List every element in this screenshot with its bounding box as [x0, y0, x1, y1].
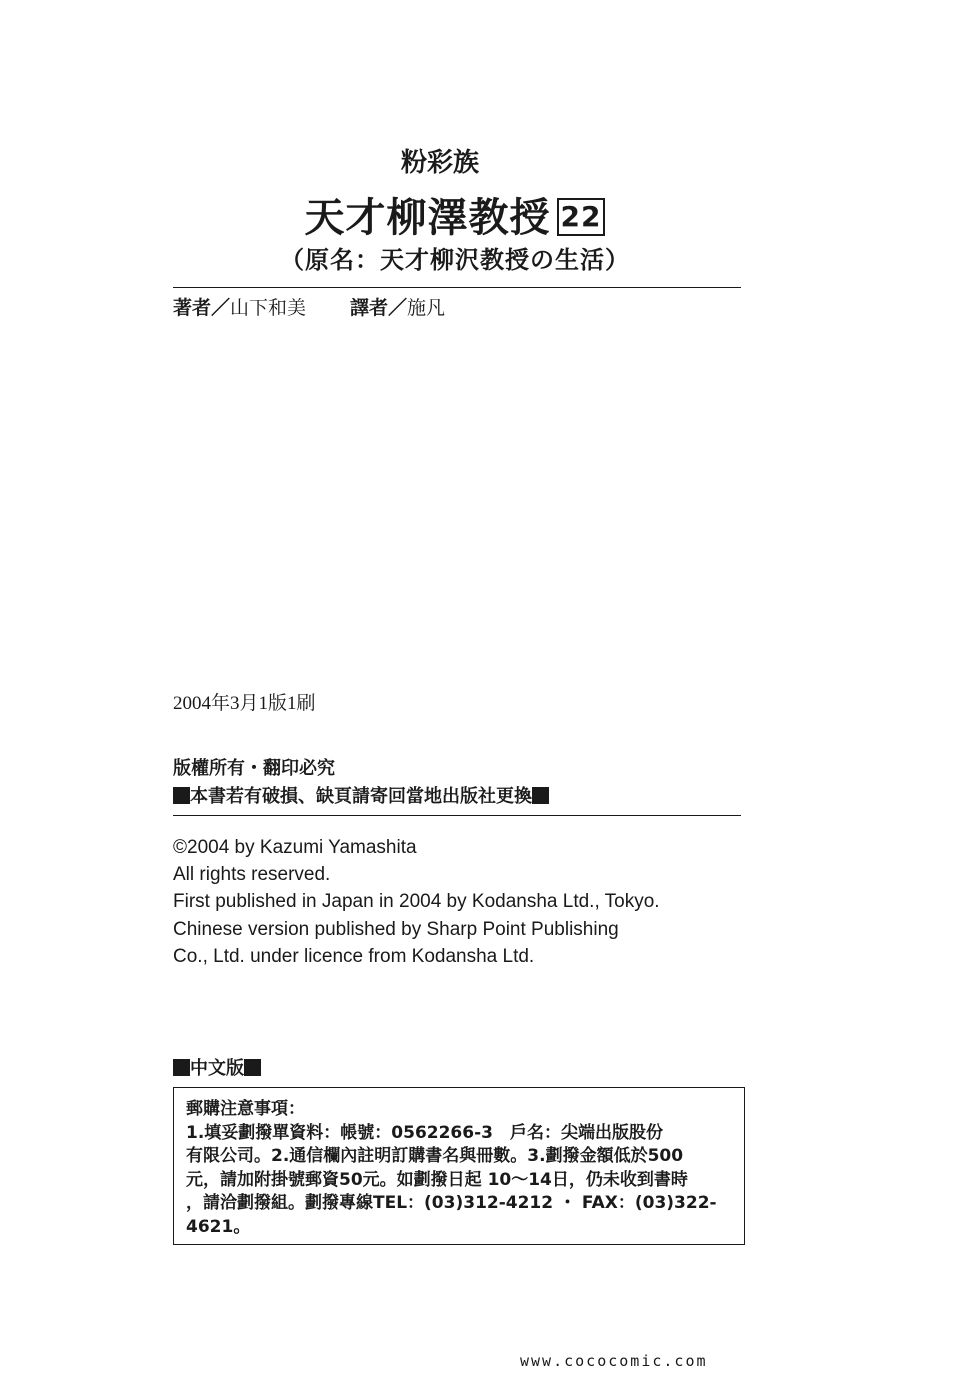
mail-order-box — [173, 1087, 745, 1245]
copyright-line: All rights reserved. — [173, 864, 331, 886]
translator-name: 施凡 — [407, 297, 446, 319]
mail-order-line: 4621。 — [186, 1216, 251, 1237]
series-name: 粉彩族 — [400, 148, 479, 178]
original-title: （原名：天才柳沢教授の生活） — [280, 246, 630, 274]
volume-number: 22 — [557, 198, 606, 236]
copyright-line: Co., Ltd. under licence from Kodansha Ltd. — [173, 945, 535, 967]
mail-order-line: ，請洽劃撥組。劃撥專線TEL：(03)312-4212 ・ FAX：(03)322- — [186, 1193, 717, 1213]
mail-order-line: 有限公司。2.通信欄內註明訂購書名與冊數。3.劃撥金額低於500 — [186, 1146, 684, 1166]
author-name: 山下和美 — [230, 297, 307, 319]
square-bullet-icon — [244, 1059, 261, 1076]
book-title: 天才柳澤教授 — [304, 195, 551, 241]
chinese-edition-label-row — [173, 1054, 261, 1080]
mail-order-heading: 郵購注意事項： — [186, 1099, 305, 1119]
footer-url: www.cococomic.com — [520, 1352, 708, 1370]
copyright-line: Chinese version published by Sharp Point Publishing — [173, 918, 619, 940]
chinese-edition-label: 中文版 — [190, 1058, 244, 1079]
mail-order-line: 元，請加附掛號郵資50元。如劃撥日起 10～14日，仍未收到書時 — [186, 1169, 688, 1190]
translator-label: 譯者／ — [350, 297, 408, 319]
copyright-line: First published in Japan in 2004 by Kodansha Ltd., Tokyo. — [173, 891, 660, 913]
square-bullet-icon — [173, 787, 190, 804]
divider-top — [173, 287, 741, 288]
square-bullet-icon — [173, 1059, 190, 1076]
copyright-line: ©2004 by Kazumi Yamashita — [173, 837, 417, 858]
divider-middle — [173, 815, 741, 816]
credits — [173, 293, 445, 320]
copyright-block — [173, 834, 660, 970]
book-title-row — [0, 186, 910, 243]
mail-order-line: 1.填妥劃撥單資料：帳號：0562266-3 戶名：尖端出版股份 — [186, 1122, 663, 1143]
author-label: 著者／ — [173, 297, 231, 319]
rights-notice: 版權所有・翻印必究 — [173, 758, 335, 779]
edition-date: 2004年3月1版1刷 — [173, 693, 316, 714]
square-bullet-icon — [532, 787, 549, 804]
damage-notice: 本書若有破損、缺頁請寄回當地出版社更換 — [190, 786, 532, 807]
damage-notice-row — [173, 782, 549, 808]
